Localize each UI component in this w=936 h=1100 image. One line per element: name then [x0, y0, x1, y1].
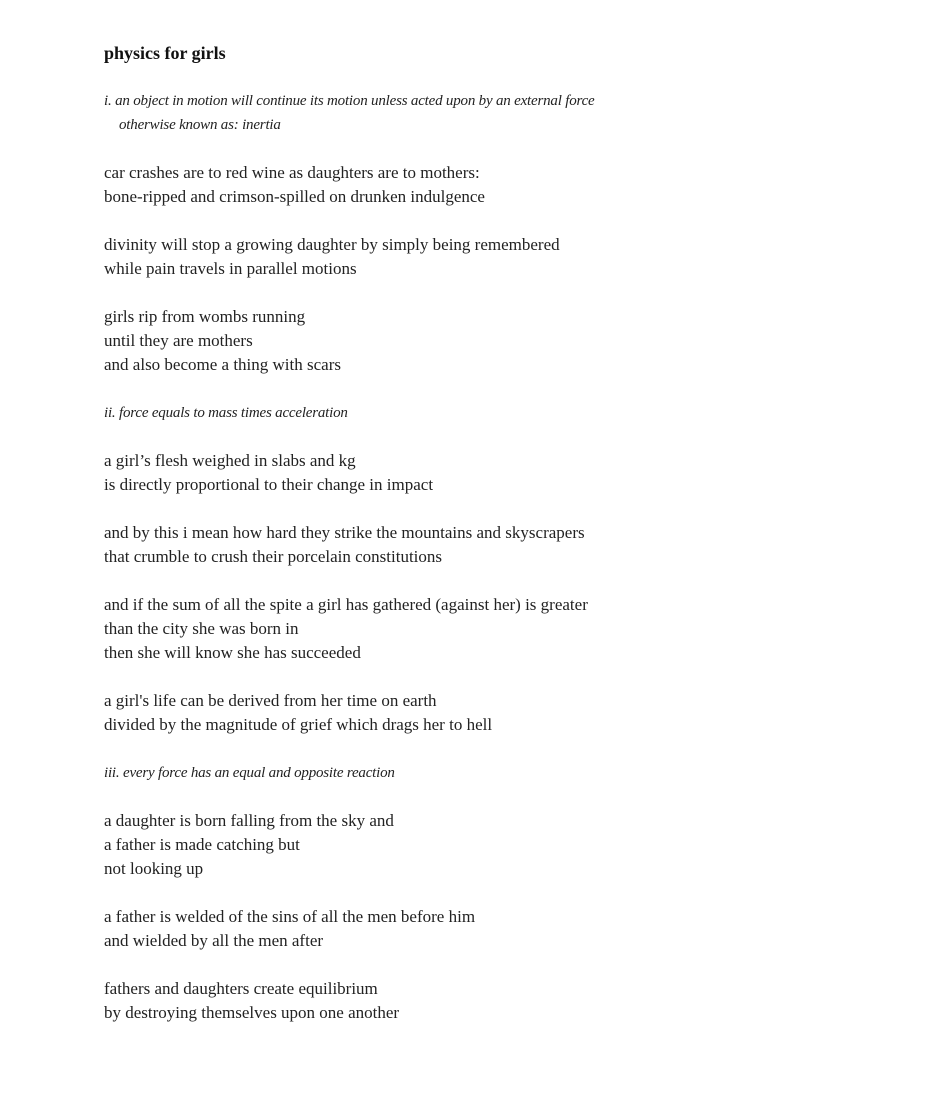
section-heading-1-line-1: i. an object in motion will continue its motion unless acted upon by an external force [104, 93, 595, 109]
stanza-1-1 [104, 161, 864, 209]
poem-line: is directly proportional to their change in impact [104, 475, 434, 494]
poem-line: that crumble to crush their porcelain constitutions [104, 547, 443, 566]
poem-line: and by this i mean how hard they strike the mountains and skyscrapers [104, 523, 585, 542]
poem-line: and if the sum of all the spite a girl has gathered (against her) is greater [104, 595, 588, 614]
poem-line: and also become a thing with scars [104, 355, 341, 374]
poem-line: than the city she was born in [104, 619, 299, 638]
poem-line: until they are mothers [104, 331, 253, 350]
poem-line: a father is made catching but [104, 835, 300, 854]
stanza-2-3 [104, 593, 864, 665]
stanza-3-1 [104, 809, 864, 881]
poem-line: divided by the magnitude of grief which drags her to hell [104, 715, 493, 734]
poem-line: a father is welded of the sins of all the men before him [104, 907, 476, 926]
poem-line: a daughter is born falling from the sky and [104, 811, 394, 830]
poem-line: a girl’s flesh weighed in slabs and kg [104, 451, 356, 470]
stanza-1-3 [104, 305, 864, 377]
poem-line: fathers and daughters create equilibrium [104, 979, 378, 998]
stanza-3-2 [104, 905, 864, 953]
poem-line: while pain travels in parallel motions [104, 259, 357, 278]
poem-line: and wielded by all the men after [104, 931, 324, 950]
poem-line: a girl's life can be derived from her time on earth [104, 691, 437, 710]
poem-title: physics for girls [104, 43, 226, 63]
poem-line: by destroying themselves upon one another [104, 1003, 400, 1022]
section-heading-3: iii. every force has an equal and opposite reaction [104, 765, 395, 781]
section-heading-1 [104, 89, 864, 137]
poem-line: not looking up [104, 859, 204, 878]
stanza-3-3 [104, 977, 864, 1025]
poem-line: bone-ripped and crimson-spilled on drunken indulgence [104, 187, 485, 206]
poem-line: divinity will stop a growing daughter by simply being remembered [104, 235, 560, 254]
poem-line: car crashes are to red wine as daughters are to mothers: [104, 163, 480, 182]
stanza-2-4 [104, 689, 864, 737]
poem-page [104, 41, 864, 1049]
stanza-1-2 [104, 233, 864, 281]
section-heading-2: ii. force equals to mass times acceleration [104, 405, 348, 421]
poem-line: then she will know she has succeeded [104, 643, 361, 662]
poem-line: girls rip from wombs running [104, 307, 306, 326]
stanza-2-1 [104, 449, 864, 497]
section-heading-1-line-2: otherwise known as: inertia [119, 117, 281, 133]
stanza-2-2 [104, 521, 864, 569]
